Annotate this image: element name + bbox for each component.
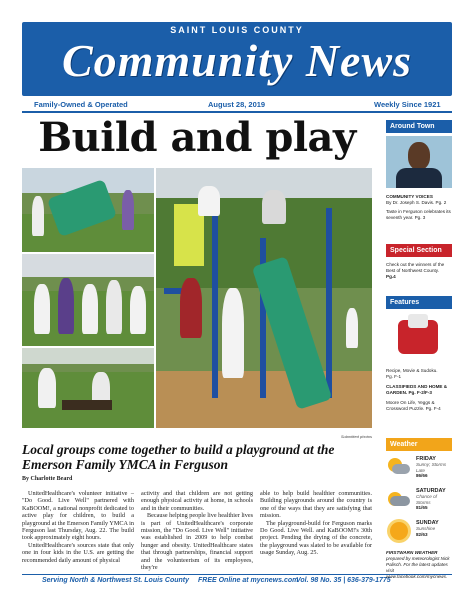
weather-saturday [386, 488, 452, 514]
photo-credit: Submitted photos [340, 434, 372, 439]
tagline: Family-Owned & Operated [34, 100, 128, 109]
features-image [394, 312, 444, 362]
special-section-page: Pg.4 [386, 274, 396, 279]
weather-temp: 86/66 [416, 473, 428, 479]
columnist-photo [386, 136, 452, 188]
subhead-bar [22, 98, 452, 112]
photo-main-playground [156, 168, 372, 428]
community-voices-label: COMMUNITY VOICES [386, 194, 433, 199]
story-paragraph: The playground-build for Ferguson marks Do Good. Live Well. and KaBOOM!'s 30th project. Pending the drying of the concrete, the playground was slated to be available for usage Sunday, Aug. 25. [260, 519, 372, 557]
since-label: Weekly Since 1921 [374, 100, 441, 109]
community-voices-byline: By Dr. Joseph S. Davis. Pg. 2 [386, 200, 447, 205]
story-paragraph: UnitedHealthcare's sources state that only one in four kids in the U.S. are getting the recommended daily amount of physical [22, 541, 134, 564]
photo-slide [22, 168, 154, 252]
story-paragraph: UnitedHealthcare's volunteer initiative – "Do Good. Live Well" partnered with KaBOOM!, a national nonprofit dedicated to active play for children, to build a playground at the Emerson Family YMCA in Ferguson last Thursday, Aug. 22. The build took approximately eight hours. [22, 490, 134, 542]
weather-temp: 81/65 [416, 505, 428, 511]
story-paragraph: Because helping people live healthier lives is part of UnitedHealthcare's corporate mission, the "Do Good. Live Well" initiative was established in 2009 to help combat hunger and obesity. UnitedHealthcare states that through partnerships, financial support and the volunteerism of its employees, they're [141, 512, 254, 572]
features-item-recipe: Recipe, Movie & Sudoku. [386, 368, 438, 373]
issue-date: August 28, 2019 [208, 100, 266, 109]
story-column-2 [141, 490, 253, 571]
around-town-blurb: Taste in Ferguson celebrates its seventh year. Pg. 3 [386, 209, 451, 220]
story-paragraph: able to help build healthier communities. Building playgrounds around the country is one of the ways that they are satisfying that mission. [260, 490, 372, 520]
special-section-blurb: Check out the winners of the Best of Northwest County. [386, 262, 445, 273]
weather-temp: 82/63 [416, 531, 428, 537]
sun-cloud-storm-icon [386, 456, 412, 478]
footer-serving: Serving North & Northwest St. Louis County [42, 577, 190, 584]
story-paragraph: activity and that children are not getting enough physical activity at home, in schools and in their communities. [141, 490, 253, 512]
weather-friday [386, 456, 452, 482]
masthead-logo: Community News [61, 35, 413, 86]
special-section-header[interactable]: Special Section [386, 244, 452, 257]
masthead [22, 22, 452, 96]
weather-condition: Sunshine [416, 526, 436, 532]
divider [22, 111, 452, 113]
photo-workers [22, 348, 154, 428]
story-column-1 [22, 490, 134, 564]
weather-condition: Sunny; Storms Late [416, 462, 447, 473]
weather-day: FRIDAY [416, 456, 436, 462]
story-headline: Local groups come together to build a playground at the Emerson Family YMCA in Ferguson [22, 442, 335, 472]
sun-icon [386, 520, 412, 542]
footer-website[interactable]: FREE Online at mycnews.com [198, 577, 299, 584]
features-item-classifieds: CLASSIFIEDS AND HOME & GARDEN. Pg. F-2/F-3 [386, 384, 448, 395]
weather-day: SUNDAY [416, 520, 439, 526]
weather-credit-text: prepared by meteorologist Nick Palisch. For the latest updates visit www.facebook.com/mycnews. [386, 556, 450, 579]
features-item-moore: Moore On Life, Yeggs & Crossword Puzzle. Pg. F-4 [386, 400, 441, 411]
headline: Build and play [38, 114, 356, 161]
features-header[interactable]: Features [386, 296, 452, 309]
footer-volume: Vol. 98 No. 35 | 636-379-1775 [296, 577, 391, 584]
story-column-3 [260, 490, 372, 557]
weather-credit-title: FIRSTWARN WEATHER [386, 550, 438, 555]
storm-cloud-icon [386, 488, 412, 510]
masthead-county: SAINT LOUIS COUNTY [170, 25, 304, 35]
photo-group [22, 254, 154, 346]
story-byline: By Charlotte Beard [22, 476, 73, 482]
weather-condition: Chance of Storms [416, 494, 437, 505]
weather-header[interactable]: Weather [386, 438, 452, 451]
features-item-recipe-page: Pg. F-1 [386, 374, 402, 379]
weather-sunday [386, 520, 452, 546]
around-town-header[interactable]: Around Town [386, 120, 452, 133]
weather-day: SATURDAY [416, 488, 446, 494]
